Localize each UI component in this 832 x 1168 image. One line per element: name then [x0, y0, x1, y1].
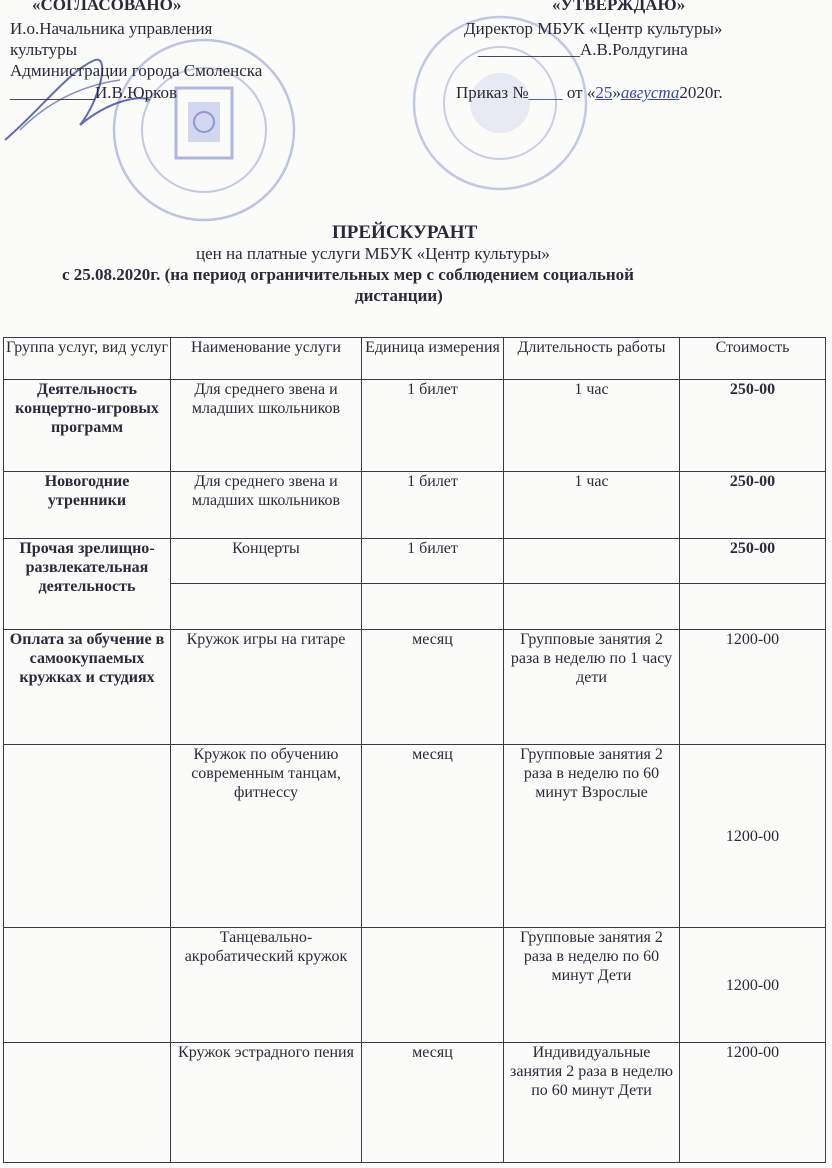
- service-unit: месяц: [362, 745, 504, 928]
- effective-date-line-cont: дистанции): [355, 286, 443, 305]
- order-number: ____: [528, 83, 563, 102]
- service-price: 250-00: [680, 539, 826, 584]
- table-row: [4, 630, 826, 745]
- service-price: 1200-00: [680, 1043, 826, 1163]
- service-duration: Групповые занятия 2 раза в неделю по 60 минут Взрослые: [504, 745, 680, 928]
- service-unit: месяц: [362, 630, 504, 745]
- header-price: Стоимость: [680, 338, 826, 380]
- service-price: 250-00: [680, 380, 826, 472]
- order-from: от «: [566, 83, 596, 102]
- table-row: [4, 380, 826, 472]
- service-name: Кружок по обучению современным танцам, фитнессу: [171, 745, 362, 928]
- signatory-name: __________И.В.Юрков: [10, 83, 178, 102]
- service-name: Для среднего звена и младших школьников: [171, 380, 362, 472]
- header-service-group: Группа услуг, вид услуг: [4, 338, 171, 380]
- service-price: 250-00: [680, 472, 826, 539]
- position-line-2: культуры: [10, 40, 77, 59]
- service-duration: 1 час: [504, 380, 680, 472]
- table-row: [4, 928, 826, 1043]
- service-unit: месяц: [362, 1043, 504, 1163]
- service-unit: 1 билет: [362, 539, 504, 584]
- document-title: ПРЕЙСКУРАНТ: [332, 222, 478, 243]
- empty-cell: [504, 584, 680, 630]
- service-group: Оплата за обучение в самоокупаемых кружках и студиях: [4, 630, 171, 745]
- header-service-name: Наименование услуги: [171, 338, 362, 380]
- empty-cell: [171, 584, 362, 630]
- table-row: [4, 472, 826, 539]
- service-name: Концерты: [171, 539, 362, 584]
- position-line-3: Администрации города Смоленска: [10, 61, 263, 80]
- empty-cell: [362, 584, 504, 630]
- service-price: 1200-00: [680, 745, 826, 928]
- service-duration: Индивидуальные занятия 2 раза в неделю по 60 минут Дети: [504, 1043, 680, 1163]
- position-line-1: И.о.Начальника управления: [10, 19, 213, 38]
- service-price: 1200-00: [680, 630, 826, 745]
- table-row: [4, 539, 826, 584]
- service-group: [4, 1043, 171, 1163]
- service-group: Деятельность концертно-игровых программ: [4, 380, 171, 472]
- document-subtitle: цен на платные услуги МБУК «Центр культуры»: [196, 244, 550, 263]
- order-prefix: Приказ №: [456, 83, 529, 102]
- agreed-heading: «СОГЛАСОВАНО»: [32, 0, 182, 14]
- order-mid: »: [612, 83, 621, 102]
- order-line: [456, 82, 723, 103]
- service-duration: Групповые занятия 2 раза в неделю по 1 часу дети: [504, 630, 680, 745]
- service-unit: 1 билет: [362, 472, 504, 539]
- order-year: 2020г.: [679, 83, 723, 102]
- director-title: Директор МБУК «Центр культуры»: [464, 19, 723, 38]
- header-duration: Длительность работы: [504, 338, 680, 380]
- service-duration: Групповые занятия 2 раза в неделю по 60 минут Дети: [504, 928, 680, 1043]
- service-group: [4, 745, 171, 928]
- table-row: [4, 745, 826, 928]
- effective-date-line: с 25.08.2020г. (на период ограничительных мер с соблюдением социальной: [62, 265, 634, 284]
- service-unit: 1 билет: [362, 380, 504, 472]
- service-unit: [362, 928, 504, 1043]
- service-name: Кружок эстрадного пения: [171, 1043, 362, 1163]
- service-group: [4, 928, 171, 1043]
- order-month: августа: [620, 83, 680, 102]
- service-duration: 1 час: [504, 472, 680, 539]
- price-table: [3, 337, 826, 1163]
- service-group: Прочая зрелищно-развлекательная деятельность: [4, 539, 171, 630]
- approve-heading: «УТВЕРЖДАЮ»: [552, 0, 686, 14]
- order-day: 25: [595, 83, 613, 102]
- director-signature-line: ____________А.В.Ролдугина: [478, 40, 688, 59]
- service-duration: [504, 539, 680, 584]
- service-price: 1200-00: [680, 928, 826, 1043]
- table-header-row: [4, 338, 826, 380]
- header-unit: Единица измерения: [362, 338, 504, 380]
- service-group: Новогодние утренники: [4, 472, 171, 539]
- service-name: Для среднего звена и младших школьников: [171, 472, 362, 539]
- service-name: Танцевально-акробатический кружок: [171, 928, 362, 1043]
- empty-cell: [680, 584, 826, 630]
- table-row: [4, 1043, 826, 1163]
- service-name: Кружок игры на гитаре: [171, 630, 362, 745]
